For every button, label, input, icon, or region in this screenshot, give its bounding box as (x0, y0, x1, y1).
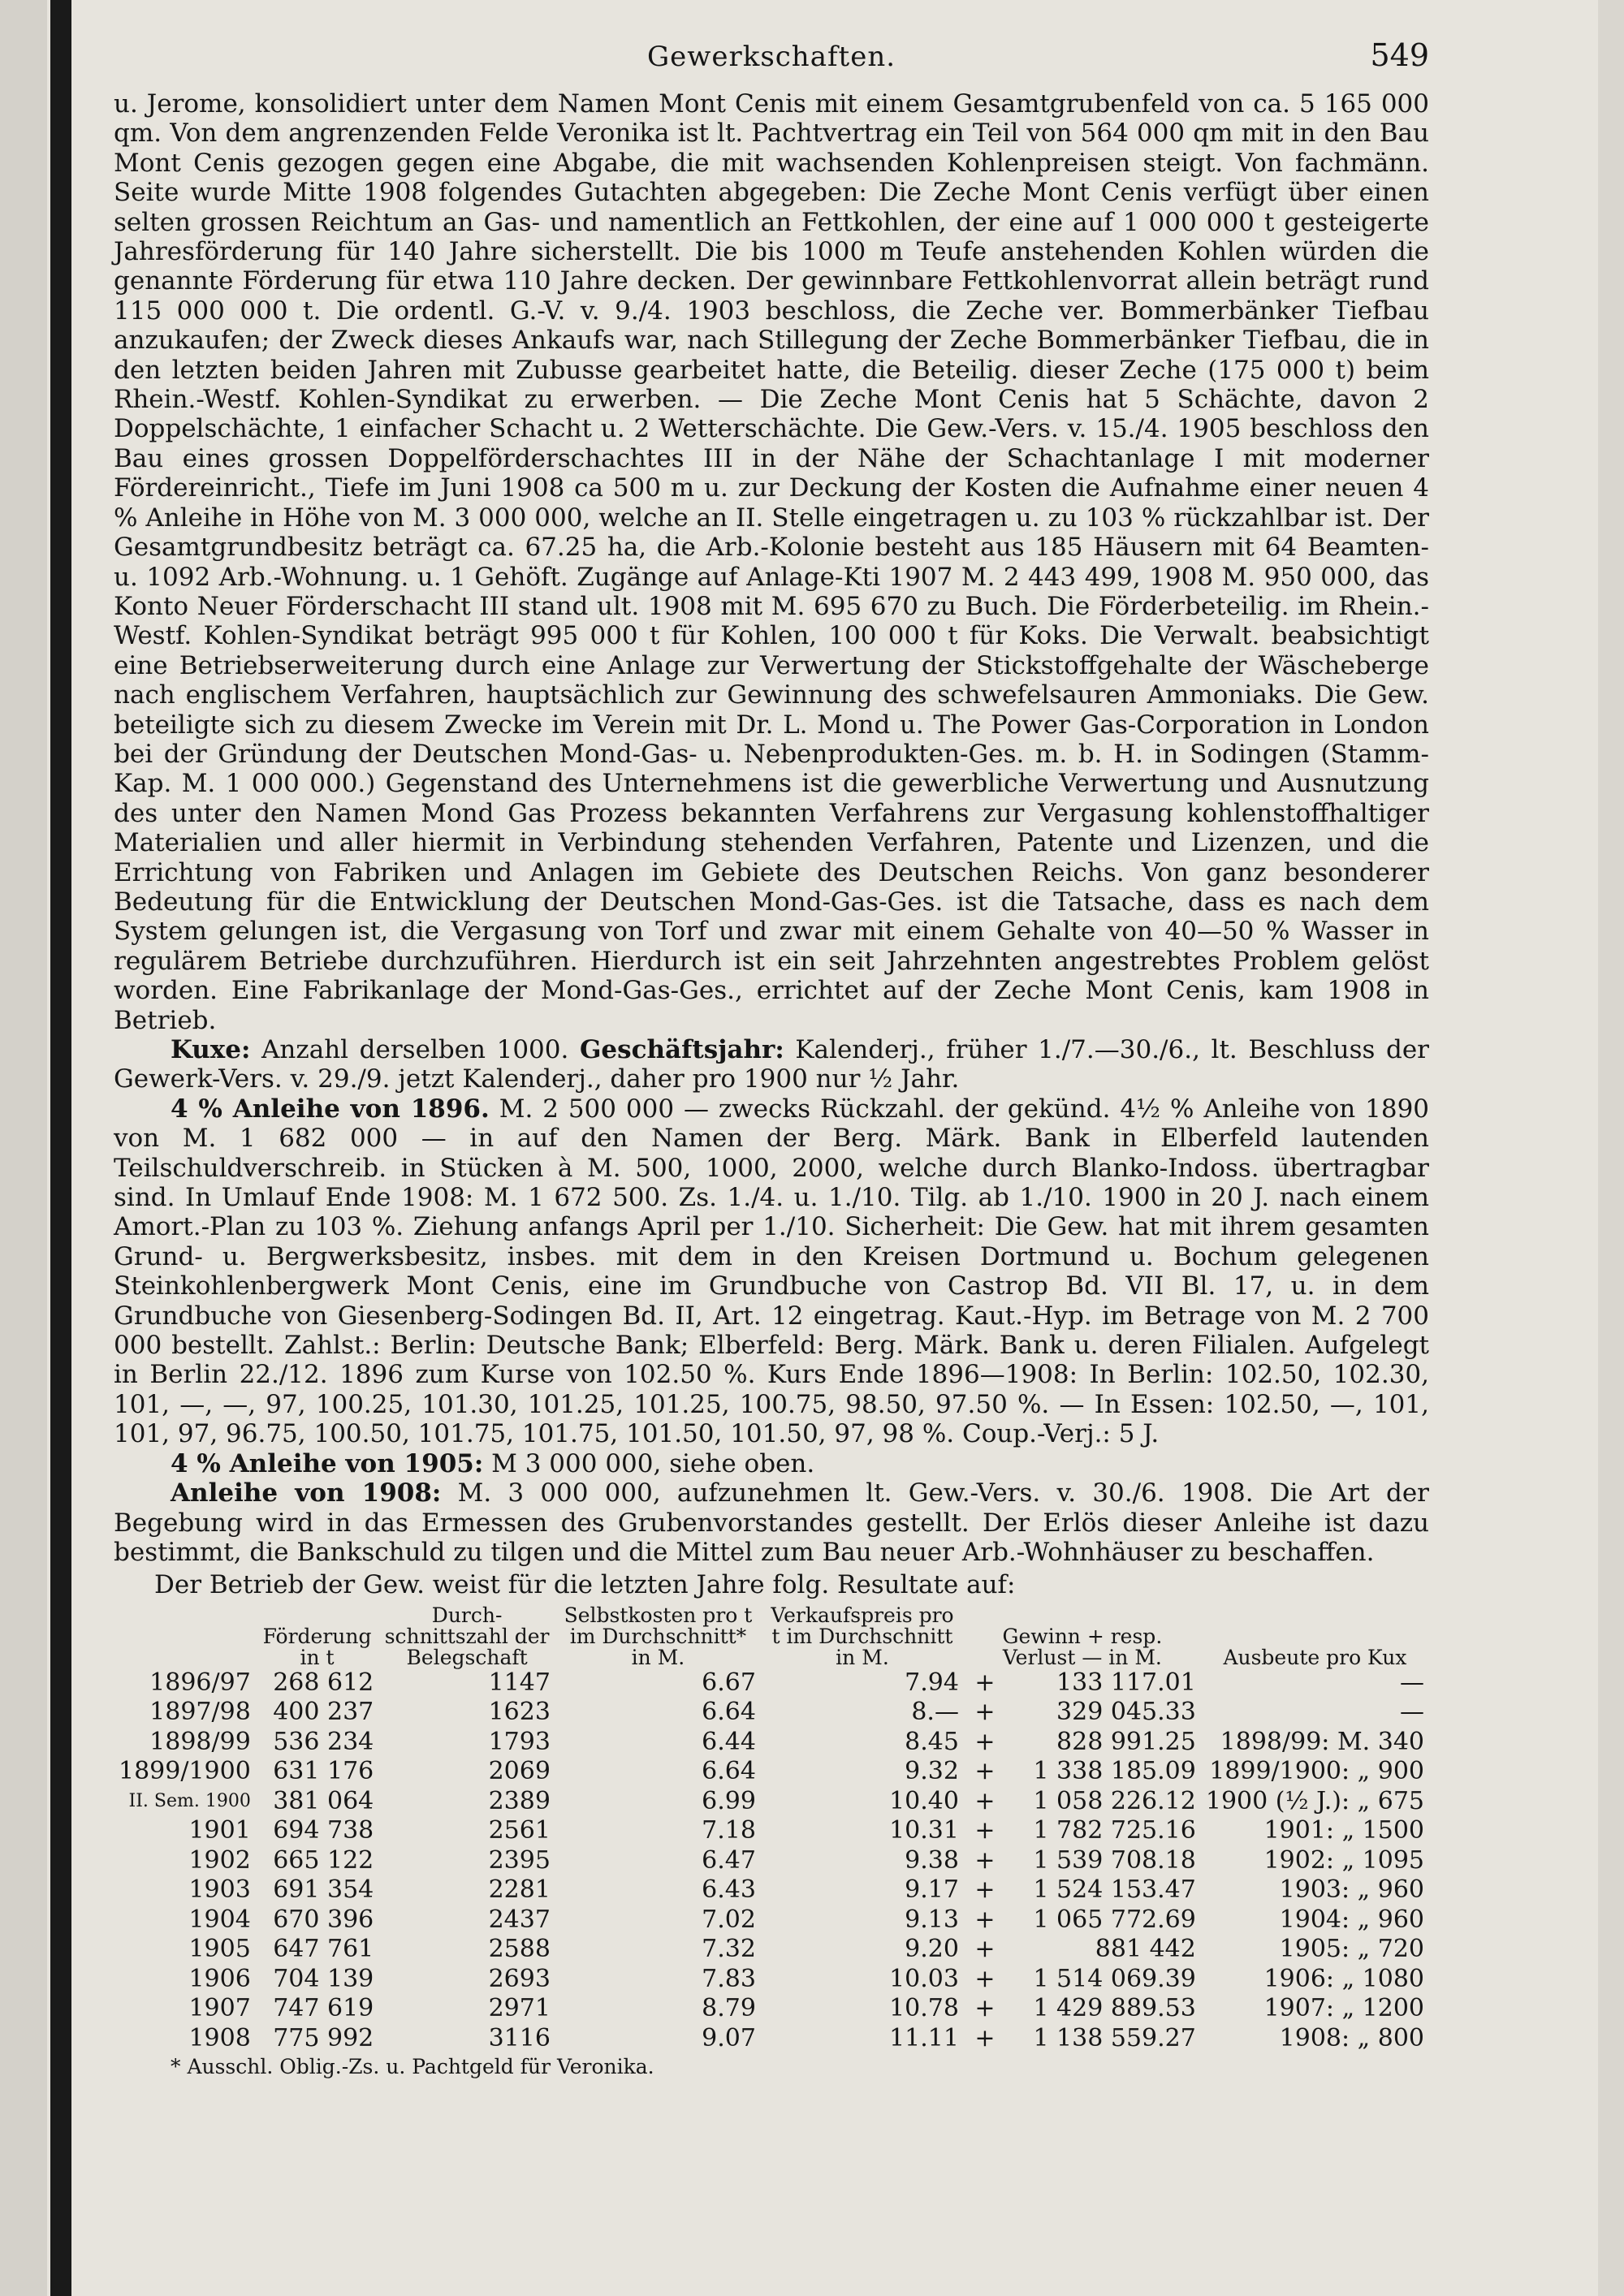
cell-year: 1898/99 (149, 1727, 251, 1756)
table-row (114, 1905, 1429, 1936)
cell-verkauf: 7.94 (905, 1668, 959, 1697)
cell-sign: + (974, 1935, 996, 1964)
text-anleihe-1896: M. 2 500 000 — zwecks Rückzahl. der gekünd. 4½ % Anleihe von 1890 von M. 1 682 000 — in auf den Namen der Berg. Märk. Bank in Elberfeld lautenden Teilschuldverschreib. in Stücken à M. 500, 1000, 2000, welche durch Blanko-Indoss. übertragbar sind. In Umlauf Ende 1908: M. 1 672 500. Zs. 1./4. u. 1./10. Tilg. ab 1./10. 1900 in 20 J. nach einem Amort.-Plan zu 103 %. Ziehung anfangs April per 1./10. Sicherheit: Die Gew. hat mit ihrem gesamten Grund- u. Bergwerksbesitz, insbes. mit dem in den Kreisen Dortmund u. Bochum gelegenen Steinkohlenbergwerk Mont Cenis, eine im Grundbuche von Castrop Bd. VII Bl. 17, u. in dem Grundbuche von Giesenberg-Sodingen Bd. II, Art. 12 eingetrag. Kaut.-Hyp. im Betrage von M. 2 700 000 bestellt. Zahlst.: Berlin: Deutsche Bank; Elberfeld: Berg. Märk. Bank u. deren Filialen. Aufgelegt in Berlin 22./12. 1896 zum Kurse von 102.50 %. Kurs Ende 1896—1908: In Berlin: 102.50, 102.30, 101, —, —, 97, 100.25, 101.30, 101.25, 101.25, 100.75, 98.50, 97.50 %. — In Essen: 102.50, —, 101, 101, 97, 96.75, 100.50, 101.75, 101.75, 101.50, 101.50, 97, 98 %. Coup.-Verj.: 5 J. (114, 1094, 1430, 1449)
cell-belegschaft: 2281 (488, 1875, 551, 1905)
cell-foerderung: 694 738 (273, 1816, 374, 1845)
table-row (114, 1787, 1429, 1817)
cell-gewinn: 1 065 772.69 (1033, 1905, 1196, 1934)
table-body (114, 1668, 1429, 2054)
cell-year: 1907 (188, 1994, 251, 2023)
cell-ausbeute: 1906: „ 1080 (1263, 1964, 1424, 1993)
cell-year: 1908 (188, 2023, 251, 2052)
paragraph-mont-cenis: u. Jerome, konsolidiert unter dem Namen Mont Cenis mit einem Gesamtgrubenfeld von ca. 5 165 000 qm. Von dem angrenzenden Felde Veronika ist lt. Pachtvertrag ein Teil von 564 000 qm mit in den Bau Mont Cenis gezogen gegen eine Abgabe, die mit wachsenden Kohlenpreisen steigt. Von fachmänn. Seite wurde Mitte 1908 folgendes Gutachten abgegeben: Die Zeche Mont Cenis verfügt über einen selten grossen Reichtum an Gas- und namentlich an Fettkohlen, der eine auf 1 000 000 t gesteigerte Jahresförderung für 140 Jahre sicherstellt. Die bis 1000 m Teufe anstehenden Kohlen würden die genannte Förderung für etwa 110 Jahre decken. Der gewinnbare Fettkohlenvorrat allein beträgt rund 115 000 000 t. Die ordentl. G.-V. v. 9./4. 1903 beschloss, die Zeche ver. Bommerbänker Tiefbau anzukaufen; der Zweck dieses Ankaufs war, nach Stillegung der Zeche Bommerbänker Tiefbau, die in den letzten beiden Jahren mit Zubusse gearbeitet hatte, die Beteilig. dieser Zeche (175 000 t) beim Rhein.-Westf. Kohlen-Syndikat zu erwerben. — Die Zeche Mont Cenis hat 5 Schächte, davon 2 Doppelschächte, 1 einfacher Schacht u. 2 Wetterschächte. Die Gew.-Vers. v. 15./4. 1905 beschloss den Bau eines grossen Doppelförderschachtes III in der Nähe der Schachtanlage I mit moderner Fördereinricht., Tiefe im Juni 1908 ca 500 m u. zur Deckung der Kosten die Aufnahme einer neuen 4 % Anleihe in Höhe von M. 3 000 000, welche an II. Stelle eingetragen u. zu 103 % rückzahlbar ist. Der Gesamtgrundbesitz beträgt ca. 67.25 ha, die Arb.-Kolonie besteht aus 185 Häusern mit 64 Beamten- u. 1092 Arb.-Wohnung. u. 1 Gehöft. Zugänge auf Anlage-Kti 1907 M. 2 443 499, 1908 M. 950 000, das Konto Neuer Förderschacht III stand ult. 1908 mit M. 695 670 zu Buch. Die Förderbeteilig. im Rhein.-Westf. Kohlen-Syndikat beträgt 995 000 t für Kohlen, 100 000 t für Koks. Die Verwalt. beabsichtigt eine Betriebserweiterung durch eine Anlage zur Verwertung der Stickstoffgehalte der Wäscheberge nach englischem Verfahren, hauptsächlich zur Gewinnung des schwefelsauren Ammoniaks. Die Gew. beteiligte sich zu diesem Zwecke im Verein mit Dr. L. Mond u. The Power Gas-Corporation in London bei der Gründung der Deutschen Mond-Gas- u. Nebenprodukten-Ges. m. b. H. in Sodingen (Stamm-Kap. M. 1 000 000.) Gegenstand des Unternehmens ist die gewerbliche Verwertung und Ausnutzung des unter den Namen Mond Gas Prozess bekannten Verfahrens zur Vergasung kohlenstoffhaltiger Materialien und aller hiermit in Verbindung stehenden Verfahren, Patente und Lizenzen, und die Errichtung von Fabriken und Anlagen im Gebiete des Deutschen Reichs. Von ganz besonderer Bedeutung für die Entwicklung der Deutschen Mond-Gas-Ges. ist die Tatsache, dass es nach dem System gelungen ist, die Vergasung von Torf und zwar mit einem Gehalte von 40—50 % Wasser in regulärem Betriebe durchzuführen. Hierdurch ist ein seit Jahrzehnten angestrebtes Problem gelöst worden. Eine Fabrikanlage der Mond-Gas-Ges., errichtet auf der Zeche Mont Cenis, kam 1908 in Betrieb. (114, 89, 1429, 1035)
cell-sign: + (974, 1698, 996, 1727)
cell-belegschaft: 2389 (488, 1786, 551, 1815)
cell-belegschaft: 2437 (488, 1905, 551, 1934)
cell-gewinn: 1 338 185.09 (1033, 1757, 1196, 1786)
cell-sign: + (974, 1727, 996, 1756)
header-foerderung: Förderung in t (262, 1624, 372, 1669)
document-page (114, 32, 1429, 2078)
cell-belegschaft: 1623 (488, 1698, 551, 1727)
cell-sign: + (974, 1875, 996, 1905)
cell-year: 1904 (188, 1905, 251, 1934)
table-header-row (114, 1605, 1429, 1668)
paragraph-anleihe-1896 (114, 1094, 1429, 1449)
label-geschaeftsjahr: Geschäftsjahr: (579, 1035, 784, 1064)
cell-ausbeute: 1900 (½ J.): „ 675 (1205, 1786, 1424, 1815)
cell-selbstkosten: 7.02 (702, 1905, 756, 1934)
cell-sign: + (974, 1905, 996, 1934)
cell-selbstkosten: 7.32 (702, 1935, 756, 1964)
page-number: 549 (1370, 37, 1429, 73)
cell-gewinn: 1 058 226.12 (1033, 1786, 1196, 1815)
cell-sign: + (974, 1816, 996, 1845)
cell-belegschaft: 2588 (488, 1935, 551, 1964)
book-binding-edge (0, 0, 47, 2296)
cell-belegschaft: 2971 (488, 1994, 551, 2023)
cell-selbstkosten: 6.44 (702, 1727, 756, 1756)
cell-ausbeute: 1903: „ 960 (1279, 1875, 1424, 1905)
cell-ausbeute: 1898/99: M. 340 (1220, 1727, 1424, 1756)
cell-verkauf: 10.03 (889, 1964, 959, 1993)
header-selbstkosten: Selbstkosten pro t im Durchschnitt* in M. (564, 1603, 753, 1669)
paragraph-anleihe-1905 (114, 1449, 1429, 1478)
text-kuxe: Anzahl derselben 1000. (250, 1035, 580, 1064)
cell-ausbeute: 1901: „ 1500 (1263, 1816, 1424, 1845)
cell-ausbeute: 1905: „ 720 (1279, 1935, 1424, 1964)
cell-belegschaft: 1147 (488, 1668, 551, 1697)
cell-ausbeute: 1907: „ 1200 (1263, 1994, 1424, 2023)
results-table (114, 1605, 1429, 2054)
cell-year: 1906 (188, 1964, 251, 1993)
cell-ausbeute: 1899/1900: „ 900 (1209, 1757, 1424, 1786)
paragraph-kuxe (114, 1035, 1429, 1094)
table-row (114, 1728, 1429, 1758)
cell-selbstkosten: 7.18 (702, 1816, 756, 1845)
header-verkaufspreis: Verkaufspreis pro t im Durchschnitt in M. (771, 1603, 954, 1669)
cell-gewinn: 1 429 889.53 (1033, 1994, 1196, 2023)
table-row (114, 1875, 1429, 1905)
cell-foerderung: 775 992 (273, 2023, 374, 2052)
page-title: Gewerkschaften. (646, 41, 896, 73)
cell-foerderung: 665 122 (273, 1845, 374, 1875)
cell-foerderung: 400 237 (273, 1698, 374, 1727)
cell-verkauf: 10.78 (889, 1994, 959, 2023)
cell-foerderung: 631 176 (273, 1757, 374, 1786)
cell-sign: + (974, 1757, 996, 1786)
cell-gewinn: 1 782 725.16 (1033, 1816, 1196, 1845)
cell-foerderung: 704 139 (273, 1964, 374, 1993)
cell-verkauf: 9.17 (905, 1875, 959, 1905)
cell-year: 1902 (188, 1845, 251, 1875)
text-anleihe-1905: M 3 000 000, siehe oben. (483, 1448, 815, 1478)
cell-selbstkosten: 6.99 (702, 1786, 756, 1815)
cell-foerderung: 647 761 (273, 1935, 374, 1964)
cell-sign: + (974, 2023, 996, 2052)
cell-gewinn: 329 045.33 (1056, 1698, 1196, 1727)
table-row (114, 2024, 1429, 2054)
cell-gewinn: 1 524 153.47 (1033, 1875, 1196, 1905)
cell-verkauf: 9.13 (905, 1905, 959, 1934)
label-kuxe: Kuxe: (171, 1035, 251, 1064)
cell-selbstkosten: 9.07 (702, 2023, 756, 2052)
cell-year: 1903 (188, 1875, 251, 1905)
paragraph-anleihe-1908 (114, 1478, 1429, 1567)
header-gewinn: Gewinn + resp. Verlust — in M. (1002, 1624, 1163, 1669)
table-row (114, 1698, 1429, 1728)
cell-belegschaft: 3116 (488, 2023, 551, 2052)
cell-sign: + (974, 1994, 996, 2023)
cell-selbstkosten: 6.64 (702, 1757, 756, 1786)
page-edge-right (1598, 0, 1624, 2296)
footnote: * Ausschl. Oblig.-Zs. u. Pachtgeld für Veronika. (171, 2055, 654, 2079)
label-anleihe-1905: 4 % Anleihe von 1905: (171, 1448, 484, 1478)
cell-selbstkosten: 7.83 (702, 1964, 756, 1993)
cell-year: 1901 (188, 1816, 251, 1845)
cell-belegschaft: 2693 (488, 1964, 551, 1993)
cell-ausbeute: 1908: „ 800 (1279, 2023, 1424, 2052)
label-anleihe-1908: Anleihe von 1908: (171, 1478, 442, 1508)
cell-year: 1899/1900 (119, 1757, 251, 1786)
cell-foerderung: 670 396 (273, 1905, 374, 1934)
cell-year: 1897/98 (149, 1698, 251, 1727)
cell-gewinn: 1 539 708.18 (1033, 1845, 1196, 1875)
header-year (114, 1605, 256, 1668)
cell-verkauf: 9.32 (905, 1757, 959, 1786)
cell-verkauf: 11.11 (889, 2023, 959, 2052)
cell-foerderung: 381 064 (273, 1786, 374, 1815)
cell-ausbeute: 1904: „ 960 (1279, 1905, 1424, 1934)
table-row (114, 1668, 1429, 1698)
running-head (114, 32, 1429, 89)
cell-gewinn: 1 138 559.27 (1033, 2023, 1196, 2052)
table-row (114, 1846, 1429, 1876)
cell-foerderung: 268 612 (273, 1668, 374, 1697)
cell-verkauf: 10.31 (889, 1816, 959, 1845)
body-text (114, 89, 1429, 1600)
cell-ausbeute: 1902: „ 1095 (1263, 1845, 1424, 1875)
cell-selbstkosten: 6.47 (702, 1845, 756, 1875)
cell-gewinn: 881 442 (1095, 1935, 1196, 1964)
cell-year: II. Sem. 1900 (128, 1790, 251, 1811)
cell-belegschaft: 1793 (488, 1727, 551, 1756)
cell-sign: + (974, 1668, 996, 1697)
cell-verkauf: 8.45 (905, 1727, 959, 1756)
text-geschaeftsjahr: Kalenderj., früher 1./7.—30./6., lt. Beschluss der Gewerk-Vers. v. 29./9. jetzt Kalenderj., daher pro 1900 nur ½ Jahr. (114, 1035, 1429, 1094)
table-row (114, 1757, 1429, 1787)
cell-selbstkosten: 6.67 (702, 1668, 756, 1697)
cell-selbstkosten: 8.79 (702, 1994, 756, 2023)
table-row (114, 1965, 1429, 1995)
header-belegschaft: Durch- schnittszahl der Belegschaft (384, 1603, 550, 1669)
table-row (114, 1816, 1429, 1846)
cell-selbstkosten: 6.64 (702, 1698, 756, 1727)
table-row (114, 1994, 1429, 2024)
cell-belegschaft: 2395 (488, 1845, 551, 1875)
cell-belegschaft: 2069 (488, 1757, 551, 1786)
cell-sign: + (974, 1786, 996, 1815)
cell-sign: + (974, 1845, 996, 1875)
cell-year: 1896/97 (149, 1668, 251, 1697)
cell-gewinn: 1 514 069.39 (1033, 1964, 1196, 1993)
cell-verkauf: 8.— (911, 1698, 959, 1727)
cell-ausbeute: — (1400, 1668, 1424, 1697)
label-anleihe-1896: 4 % Anleihe von 1896. (171, 1094, 490, 1124)
table-row (114, 1935, 1429, 1965)
cell-belegschaft: 2561 (488, 1816, 551, 1845)
cell-selbstkosten: 6.43 (702, 1875, 756, 1905)
header-ausbeute: Ausbeute pro Kux (1223, 1645, 1407, 1669)
cell-foerderung: 747 619 (273, 1994, 374, 2023)
cell-verkauf: 10.40 (889, 1786, 959, 1815)
binding-gutter-line (50, 0, 71, 2296)
cell-year: 1905 (188, 1935, 251, 1964)
table-intro: Der Betrieb der Gew. weist für die letzten Jahre folg. Resultate auf: (154, 1570, 1016, 1600)
cell-foerderung: 536 234 (273, 1727, 374, 1756)
cell-gewinn: 828 991.25 (1056, 1727, 1196, 1756)
cell-sign: + (974, 1964, 996, 1993)
cell-foerderung: 691 354 (273, 1875, 374, 1905)
cell-ausbeute: — (1400, 1698, 1424, 1727)
cell-verkauf: 9.20 (905, 1935, 959, 1964)
cell-gewinn: 133 117.01 (1056, 1668, 1196, 1697)
text-anleihe-1908: M. 3 000 000, aufzunehmen lt. Gew.-Vers. v. 30./6. 1908. Die Art der Begebung wird in das Ermessen des Grubenvorstandes gestellt. Der Erlös dieser Anleihe ist dazu bestimmt, die Bankschuld zu tilgen und die Mittel zum Bau neuer Arb.-Wohnhäuser zu beschaffen. (114, 1478, 1430, 1567)
cell-verkauf: 9.38 (905, 1845, 959, 1875)
